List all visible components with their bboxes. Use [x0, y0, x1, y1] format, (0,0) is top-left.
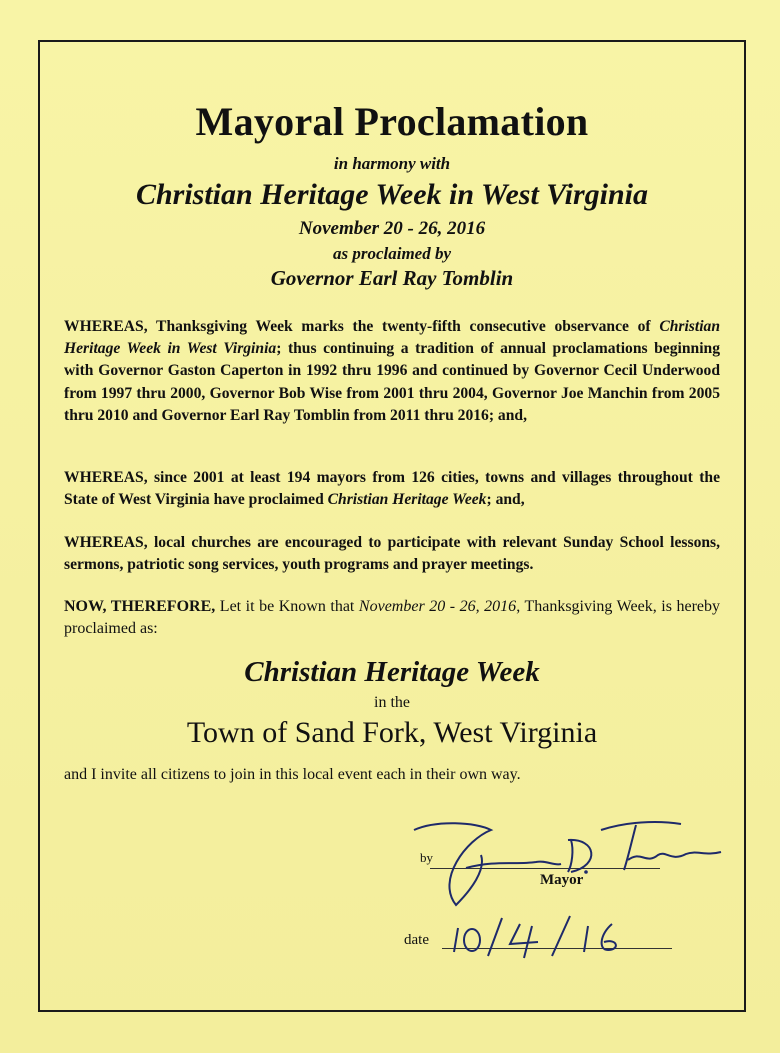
paragraph-lead: WHEREAS,: [64, 534, 148, 551]
paragraph-text: local churches are encouraged to participate with relevant Sunday School lessons, sermons, patriotic song services, youth programs and prayer meetings.: [64, 534, 720, 574]
paragraph-lead: WHEREAS,: [64, 469, 148, 486]
paragraph-italic: Christian Heritage Week: [327, 491, 487, 509]
date-label: date: [404, 932, 429, 948]
whereas-paragraph-2: [64, 467, 720, 511]
proclaimed-by-line: as proclaimed by: [332, 244, 452, 263]
whereas-paragraph-1: [64, 316, 720, 427]
paragraph-italic: Christian Heritage Week in West Virginia: [64, 318, 720, 358]
paragraph-lead: WHEREAS,: [64, 318, 148, 335]
signature-by-label: by: [420, 850, 433, 865]
paragraph-text: , Thanksgiving Week, is hereby proclaimed as:: [64, 598, 720, 638]
paragraph-text: Let it be Known that: [215, 598, 359, 615]
paragraph-italic: November 20 - 26, 2016: [358, 598, 517, 615]
handwritten-signature: [396, 810, 736, 920]
invitation-line: and I invite all citizens to join in this local event each in their own way.: [64, 766, 521, 783]
mayor-label: Mayor: [540, 872, 584, 888]
paragraph-text: since 2001 at least 194 mayors from 126 cities, towns and villages throughout the State of West Virginia have proclaimed: [64, 469, 720, 509]
town-name: Town of Sand Fork, West Virginia: [186, 716, 598, 749]
paragraph-text: ; and,: [486, 491, 525, 509]
document-title: Mayoral Proclamation: [195, 99, 589, 144]
handwritten-date: [440, 910, 680, 960]
paragraph-text: ; thus continuing a tradition of annual proclamations beginning with Governor Gaston Caperton in 1992 thru 1996 and continued by Governor Cecil Underwood from 1997 thru 2000, Governor Bob Wise from 2001 thru 2004, Governor Joe Manchin from 2005 thru 2010 and Governor Earl Ray Tomblin from 2011 thru 2016; and,: [64, 340, 720, 424]
whereas-paragraph-3: [64, 532, 720, 576]
paragraph-text: Thanksgiving Week marks the twenty-fifth consecutive observance of: [147, 318, 660, 335]
event-dates: November 20 - 26, 2016: [298, 218, 486, 239]
harmony-subtitle: in harmony with: [333, 154, 451, 173]
event-title: Christian Heritage Week in West Virginia: [135, 178, 649, 211]
governor-name: Governor Earl Ray Tomblin: [270, 266, 514, 290]
therefore-paragraph: [64, 596, 720, 640]
proclaimed-week-title: Christian Heritage Week: [244, 656, 540, 688]
in-the-line: in the: [374, 694, 410, 711]
paragraph-lead: NOW, THEREFORE,: [64, 598, 216, 615]
